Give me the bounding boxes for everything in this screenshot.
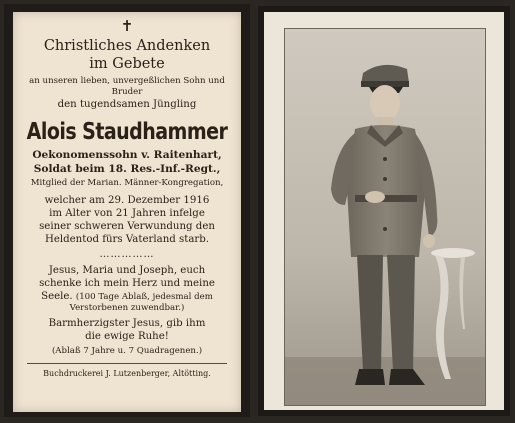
death-line-4: Heldentod fürs Vaterland starb. xyxy=(44,234,210,245)
heading-line-1: Christliches Andenken xyxy=(43,38,211,54)
cross-icon: ✝ xyxy=(120,17,134,35)
death-line-1: welcher am 29. Dezember 1916 xyxy=(44,195,210,206)
divider xyxy=(27,363,227,364)
memorial-card-text xyxy=(4,4,250,417)
dedication-line-3: den tugendsamen Jüngling xyxy=(57,99,197,110)
role-line-2: Soldat beim 18. Res.-Inf.-Regt., xyxy=(33,163,221,175)
death-line-2: im Alter von 21 Jahren infelge xyxy=(49,208,205,219)
dedication-line-2: Bruder xyxy=(111,87,143,97)
soldier-portrait-illustration xyxy=(285,29,485,405)
prayer-1-note-2: Verstorbenen zuwendbar.) xyxy=(69,303,185,313)
card-paper xyxy=(13,12,241,412)
prayer-2-line-1: Barmherzigster Jesus, gib ihm xyxy=(48,318,206,329)
printer-credit: Buchdruckerei J. Lutzenberger, Altötting. xyxy=(43,369,211,378)
separator-dots: …………… xyxy=(99,249,155,260)
prayer-2-line-2: die ewige Ruhe! xyxy=(85,331,169,342)
memorial-card-photo xyxy=(258,6,510,416)
soldier-portrait-photo xyxy=(284,28,486,406)
prayer-2-note: (Ablaß 7 Jahre u. 7 Quadragenen.) xyxy=(51,346,203,356)
role-line-1: Oekonomenssohn v. Raitenhart, xyxy=(32,149,222,161)
prayer-1-line-2: schenke ich mein Herz und meine xyxy=(39,278,215,289)
deceased-name: Alois Staudhammer xyxy=(26,119,228,145)
photo-mount xyxy=(264,12,504,410)
prayer-1-line-3-row xyxy=(17,291,237,304)
membership-line: Mitglied der Marian. Männer-Kongregation, xyxy=(30,178,224,188)
prayer-1-line-3: Seele. xyxy=(41,291,73,302)
heading-line-2: im Gebete xyxy=(89,56,165,72)
prayer-1-line-1: Jesus, Maria und Joseph, euch xyxy=(48,265,206,276)
dedication-line-1: an unseren lieben, unvergeßlichen Sohn und xyxy=(29,76,225,86)
prayer-1-note: (100 Tage Ablaß, jedesmal dem xyxy=(75,292,213,302)
death-line-3: seiner schweren Verwundung den xyxy=(39,221,215,232)
